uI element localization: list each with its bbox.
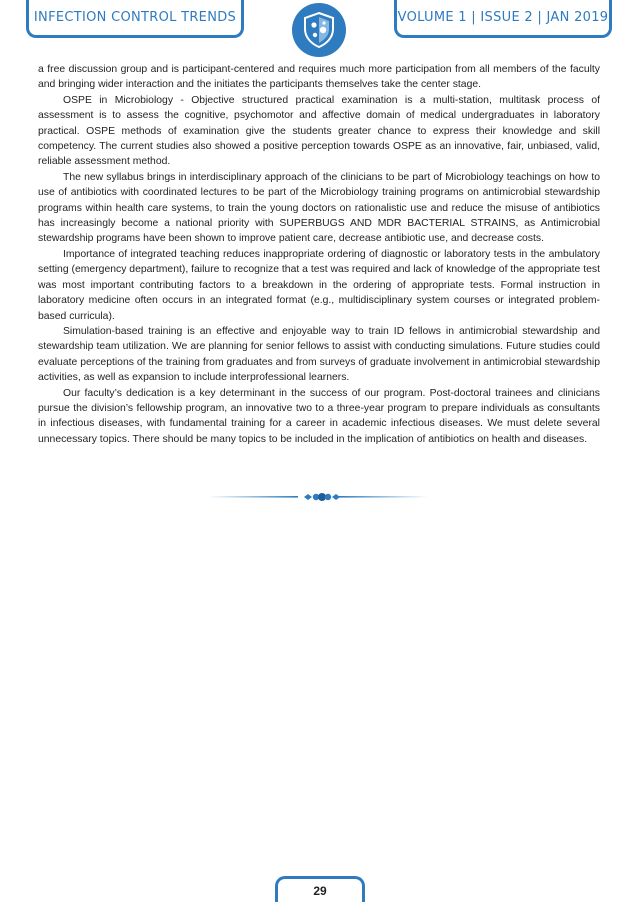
issue-info-tab <box>394 0 612 38</box>
page-number: 29 <box>313 883 327 898</box>
journal-title-tab <box>26 0 244 38</box>
shield-icon <box>302 11 336 49</box>
article-body <box>38 62 600 447</box>
page-number-tab <box>275 876 365 902</box>
paragraph: OSPE in Microbiology - Objective structured practical examination is a multi-station, multitask process of assessment is to assess the cognitive, psychomotor and affective domain of medical undergraduates in laboratory practical. OSPE methods of examination give the students greater chance to express their knowledge and skill competency. The current studies also showed a positive perception towards OSPE as an innovative, fair, unbiased, valid, reliable assessment method. <box>38 94 600 168</box>
shield-virus-icon <box>292 3 346 57</box>
paragraph: Simulation-based training is an effective and enjoyable way to train ID fellows in antimicrobial stewardship and stewardship team utilization. We are planning for senior fellows to assist with conducting simulations. Future studies could evaluate perceptions of the training from graduates and from surveys of graduate involvement in antimicrobial stewardship activities, as well as expansion to include interprofessional learners. <box>38 325 600 384</box>
section-divider <box>208 490 428 504</box>
journal-title: INFECTION CONTROL TRENDS <box>33 10 237 25</box>
paragraph: Importance of integrated teaching reduces inappropriate ordering of diagnostic or laboratory tests in the ambulatory setting (emergency department), failure to recognize that a test was required and lack of knowledge of the appropriate test was most important contributing factors to a breakdown in the ordering of appropriate tests. Formal instruction in laboratory medicine often occurs in an integrated format (e.g., multidisciplinary system courses or integrated problem-based curricula). <box>38 248 600 322</box>
paragraph: a free discussion group and is participant-centered and requires much more participation from all members of the faculty and bringing wider interaction and the initiates the participants themselves take the center stage. <box>38 64 600 91</box>
paragraph: Our faculty’s dedication is a key determinant in the success of our program. Post-doctoral trainees and clinicians pursue the division’s fellowship program, an innovative two to a three-year program to prepare individuals as consultants in infectious diseases, with fundamental training for a career in academic infectious diseases. We must delete several unnecessary topics. There should be many topics to be included in the implication of antibiotics on health and diseases. <box>38 387 600 445</box>
issue-info: VOLUME 1 | ISSUE 2 | JAN 2019 <box>397 10 609 25</box>
paragraph: The new syllabus brings in interdisciplinary approach of the clinicians to be part of Microbiology teachings on how to use of antibiotics with coordinated lectures to be part of the Microbiology training programs on antimicrobial stewardship programs within health care systems, to train the young doctors on rationalistic use and reduce the misuse of antibiotics has increasingly become a national priority with SUPERBUGS AND MDR BACTERIAL STRAINS, as Antimicrobial stewardship programs have been shown to improve patient care, decrease antibiotic use, and decrease costs. <box>38 171 600 245</box>
